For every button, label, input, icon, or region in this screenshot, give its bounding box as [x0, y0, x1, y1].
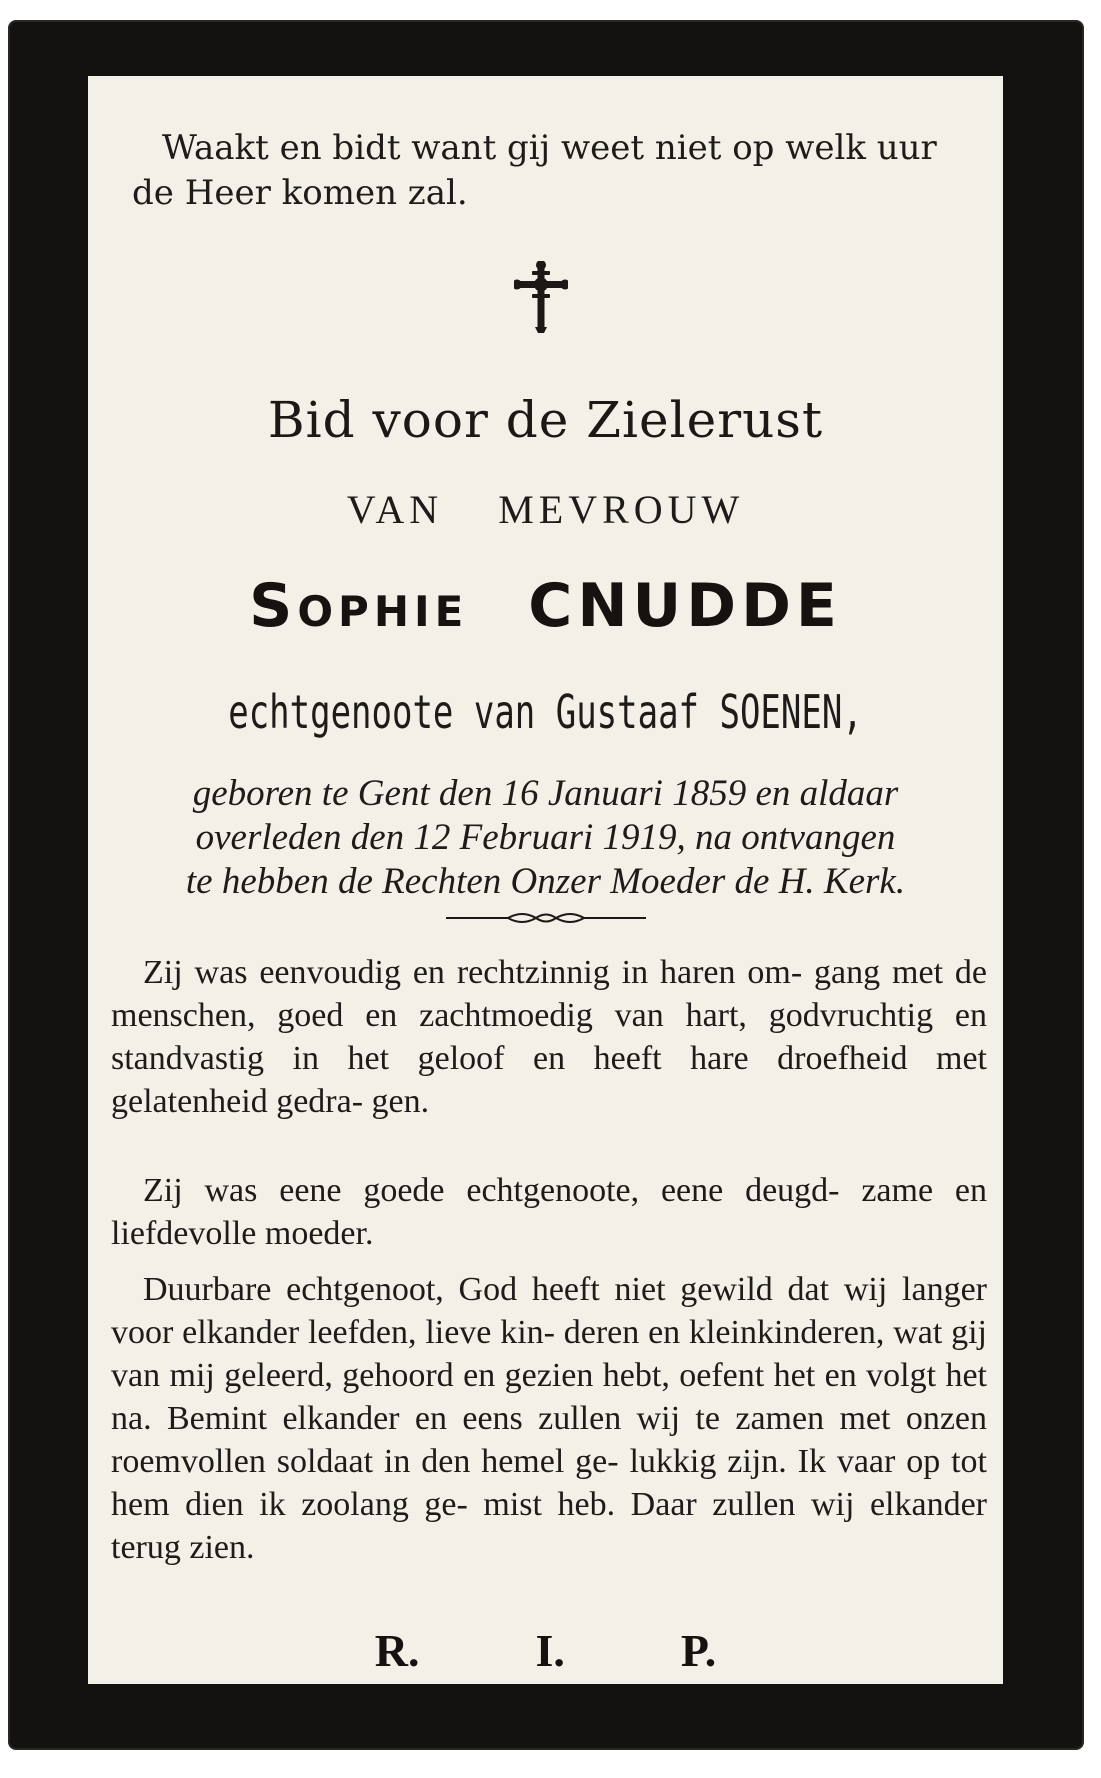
dates-line-2: overleden den 12 Februari 1919, na ontvangen — [195, 817, 896, 858]
ornamental-divider-icon — [446, 908, 646, 928]
life-dates — [108, 772, 983, 904]
first-name: Sophie — [249, 571, 469, 641]
memorial-card-paper — [88, 76, 1003, 1684]
paragraph-farewell — [111, 1268, 987, 1569]
verse-line-2: de Heer komen zal. — [132, 173, 468, 213]
spouse-line: echtgenoote van Gustaaf SOENEN, — [228, 686, 863, 740]
deceased-name — [88, 571, 1003, 641]
rip-i: I. — [535, 1625, 565, 1676]
paragraph-3-text: Duurbare echtgenoot, God heeft niet gewild dat wij langer voor elkander leefden, lieve kin- deren en kleinkinderen, wat gij van mij geleerd, gehoord en gezien hebt, oefent het en volgt het na. Bemint elkander en eens zullen wij te zamen met onzen roemvollen soldaat in den hemel ge- lukkig zijn. Ik vaar op tot hem dien ik zoolang ge- mist heb. Daar zullen wij elkander terug zien. — [111, 1271, 987, 1566]
rip-footer — [88, 1624, 1003, 1677]
memorial-card-border — [10, 22, 1082, 1748]
ornate-cross-icon — [514, 261, 568, 335]
dates-line-3: te hebben de Rechten Onzer Moeder de H. Kerk. — [185, 861, 906, 902]
bible-verse — [132, 126, 992, 216]
rip-p: P. — [680, 1625, 717, 1676]
paragraph-2-text: Zij was eene goede echtgenoote, eene deugd- zame en liefdevolle moeder. — [111, 1172, 987, 1252]
rip-r: R. — [374, 1625, 420, 1676]
paragraph-character — [111, 951, 987, 1123]
honorific-title — [88, 486, 1003, 533]
verse-line-1: Waakt en bidt want gij weet niet op welk uur — [162, 128, 937, 168]
title-van: VAN — [346, 487, 444, 532]
paragraph-1-text: Zij was eenvoudig en rechtzinnig in haren om- gang met de menschen, goed en zachtmoedig van hart, godvruchtig en standvastig in het geloof en heeft hare droefheid met gelatenheid gedra- gen. — [111, 954, 987, 1120]
dates-line-1: geboren te Gent den 16 Januari 1859 en aldaar — [192, 773, 899, 814]
title-mevrouw: MEVROUW — [498, 487, 745, 532]
last-name: CNUDDE — [528, 571, 842, 641]
paragraph-spouse-mother — [111, 1169, 987, 1255]
prayer-heading: Bid voor de Zielerust — [267, 391, 824, 449]
